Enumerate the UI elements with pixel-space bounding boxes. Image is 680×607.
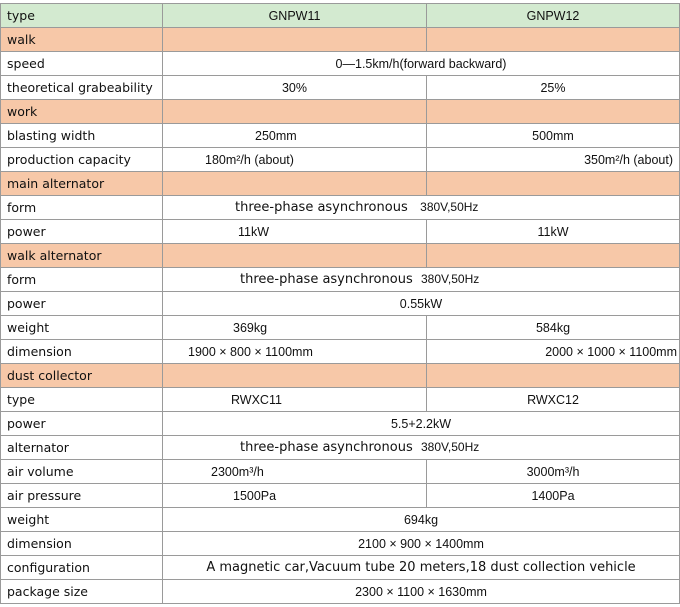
walk-power-value: 0.55kW: [163, 292, 680, 316]
row-walk-power: [1, 292, 680, 316]
row-weight: [1, 316, 680, 340]
row-blasting-width: [1, 124, 680, 148]
model-gnpw12: GNPW12: [427, 4, 680, 28]
dust-weight-value: 694kg: [163, 508, 680, 532]
row-dust-dimension: [1, 532, 680, 556]
row-package-size: [1, 580, 680, 604]
width-value-2: 500mm: [427, 124, 680, 148]
row-production-capacity: [1, 148, 680, 172]
row-label: air pressure: [1, 484, 163, 508]
row-label: form: [1, 196, 163, 220]
grade-value-1: 30%: [163, 76, 427, 100]
configuration-value: A magnetic car,Vacuum tube 20 meters,18 dust collection vehicle: [163, 556, 680, 580]
speed-value: 0—1.5km/h(forward backward): [163, 52, 680, 76]
model-gnpw11: GNPW11: [163, 4, 427, 28]
row-walk-form: [1, 268, 680, 292]
air-volume-value-1: 2300m³/h: [163, 460, 427, 484]
row-main-form: [1, 196, 680, 220]
section-walk-alternator: [1, 244, 680, 268]
row-grade: [1, 76, 680, 100]
type-label: type: [1, 4, 163, 28]
package-size-value: 2300 × 1100 × 1630mm: [163, 580, 680, 604]
row-label: weight: [1, 508, 163, 532]
row-label: power: [1, 292, 163, 316]
row-label: blasting width: [1, 124, 163, 148]
form-voltage: 380V,50Hz: [421, 272, 480, 286]
form-voltage: 380V,50Hz: [420, 200, 479, 214]
grade-value-2: 25%: [427, 76, 680, 100]
dust-type-value-2: RWXC12: [427, 388, 680, 412]
row-label: form: [1, 268, 163, 292]
row-air-pressure: [1, 484, 680, 508]
row-label: configuration: [1, 556, 163, 580]
header-row: [1, 4, 680, 28]
width-value-1: 250mm: [163, 124, 427, 148]
capacity-value-2: 350m²/h (about): [427, 148, 680, 172]
dust-alternator-value: [163, 436, 680, 460]
row-label: alternator: [1, 436, 163, 460]
row-label: dimension: [1, 340, 163, 364]
section-label: walk alternator: [1, 244, 163, 268]
form-text: three-phase asynchronous: [240, 272, 413, 287]
spec-table: [0, 3, 680, 604]
row-label: power: [1, 412, 163, 436]
dust-type-value-1: RWXC11: [163, 388, 427, 412]
row-dust-alternator: [1, 436, 680, 460]
air-volume-value-2: 3000m³/h: [427, 460, 680, 484]
section-label: dust collector: [1, 364, 163, 388]
section-label: walk: [1, 28, 163, 52]
air-pressure-value-2: 1400Pa: [427, 484, 680, 508]
row-label: production capacity: [1, 148, 163, 172]
walk-form-value: [163, 268, 680, 292]
weight-value-1: 369kg: [163, 316, 427, 340]
row-label: air volume: [1, 460, 163, 484]
row-air-volume: [1, 460, 680, 484]
row-speed: [1, 52, 680, 76]
row-dust-weight: [1, 508, 680, 532]
row-dust-type: [1, 388, 680, 412]
form-voltage: 380V,50Hz: [421, 440, 480, 454]
section-work: [1, 100, 680, 124]
row-label: theoretical grabeability: [1, 76, 163, 100]
row-main-power: [1, 220, 680, 244]
row-label: package size: [1, 580, 163, 604]
main-power-value-2: 11kW: [427, 220, 680, 244]
dimension-value-2: 2000 × 1000 × 1100mm: [427, 340, 680, 364]
section-dust-collector: [1, 364, 680, 388]
section-label: main alternator: [1, 172, 163, 196]
dust-dimension-value: 2100 × 900 × 1400mm: [163, 532, 680, 556]
capacity-value-1: 180m²/h (about): [163, 148, 427, 172]
section-main-alternator: [1, 172, 680, 196]
weight-value-2: 584kg: [427, 316, 680, 340]
row-label: speed: [1, 52, 163, 76]
section-label: work: [1, 100, 163, 124]
row-dust-power: [1, 412, 680, 436]
dimension-value-1: 1900 × 800 × 1100mm: [163, 340, 427, 364]
dust-power-value: 5.5+2.2kW: [163, 412, 680, 436]
row-configuration: [1, 556, 680, 580]
row-label: dimension: [1, 532, 163, 556]
row-label: weight: [1, 316, 163, 340]
main-power-value-1: 11kW: [163, 220, 427, 244]
section-walk: [1, 28, 680, 52]
air-pressure-value-1: 1500Pa: [163, 484, 427, 508]
main-form-value: [163, 196, 680, 220]
form-text: three-phase asynchronous: [235, 200, 408, 215]
form-text: three-phase asynchronous: [240, 440, 413, 455]
row-label: type: [1, 388, 163, 412]
row-dimension: [1, 340, 680, 364]
row-label: power: [1, 220, 163, 244]
